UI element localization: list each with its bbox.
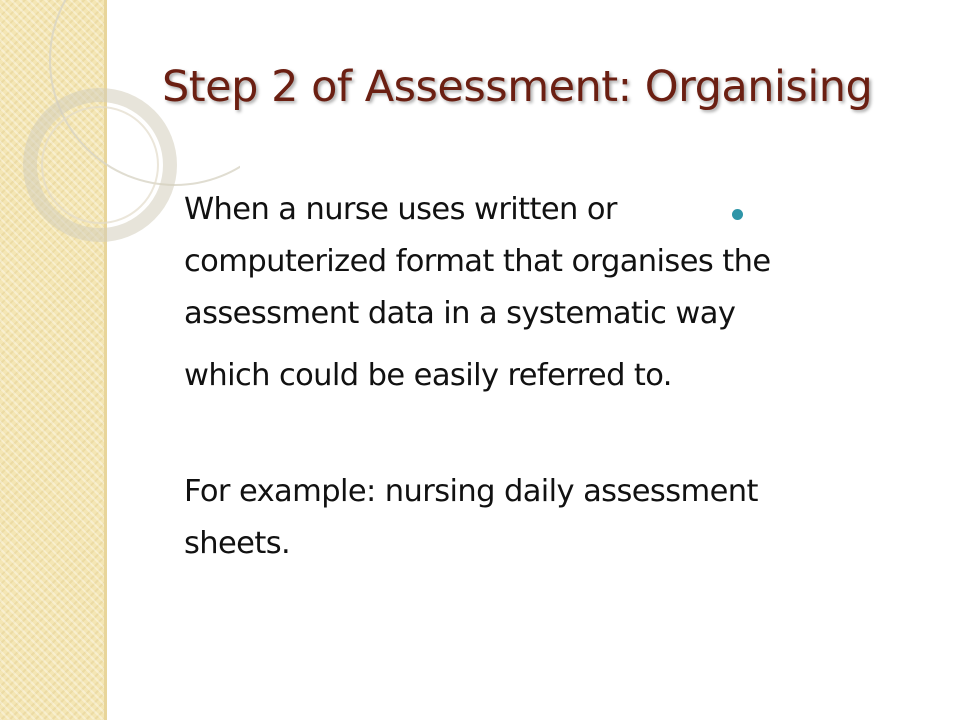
example-line-1: For example: nursing daily assessment bbox=[184, 474, 758, 509]
slide-title: Step 2 of Assessment: Organising bbox=[162, 62, 873, 112]
body-line-3: assessment data in a systematic way bbox=[184, 296, 736, 331]
example-line-2: sheets. bbox=[184, 526, 291, 561]
body-line-1: When a nurse uses written or bbox=[184, 192, 617, 227]
decorative-side-band bbox=[0, 0, 107, 720]
body-line-2: computerized format that organises the bbox=[184, 244, 771, 279]
body-line-4: which could be easily referred to. bbox=[184, 358, 672, 393]
